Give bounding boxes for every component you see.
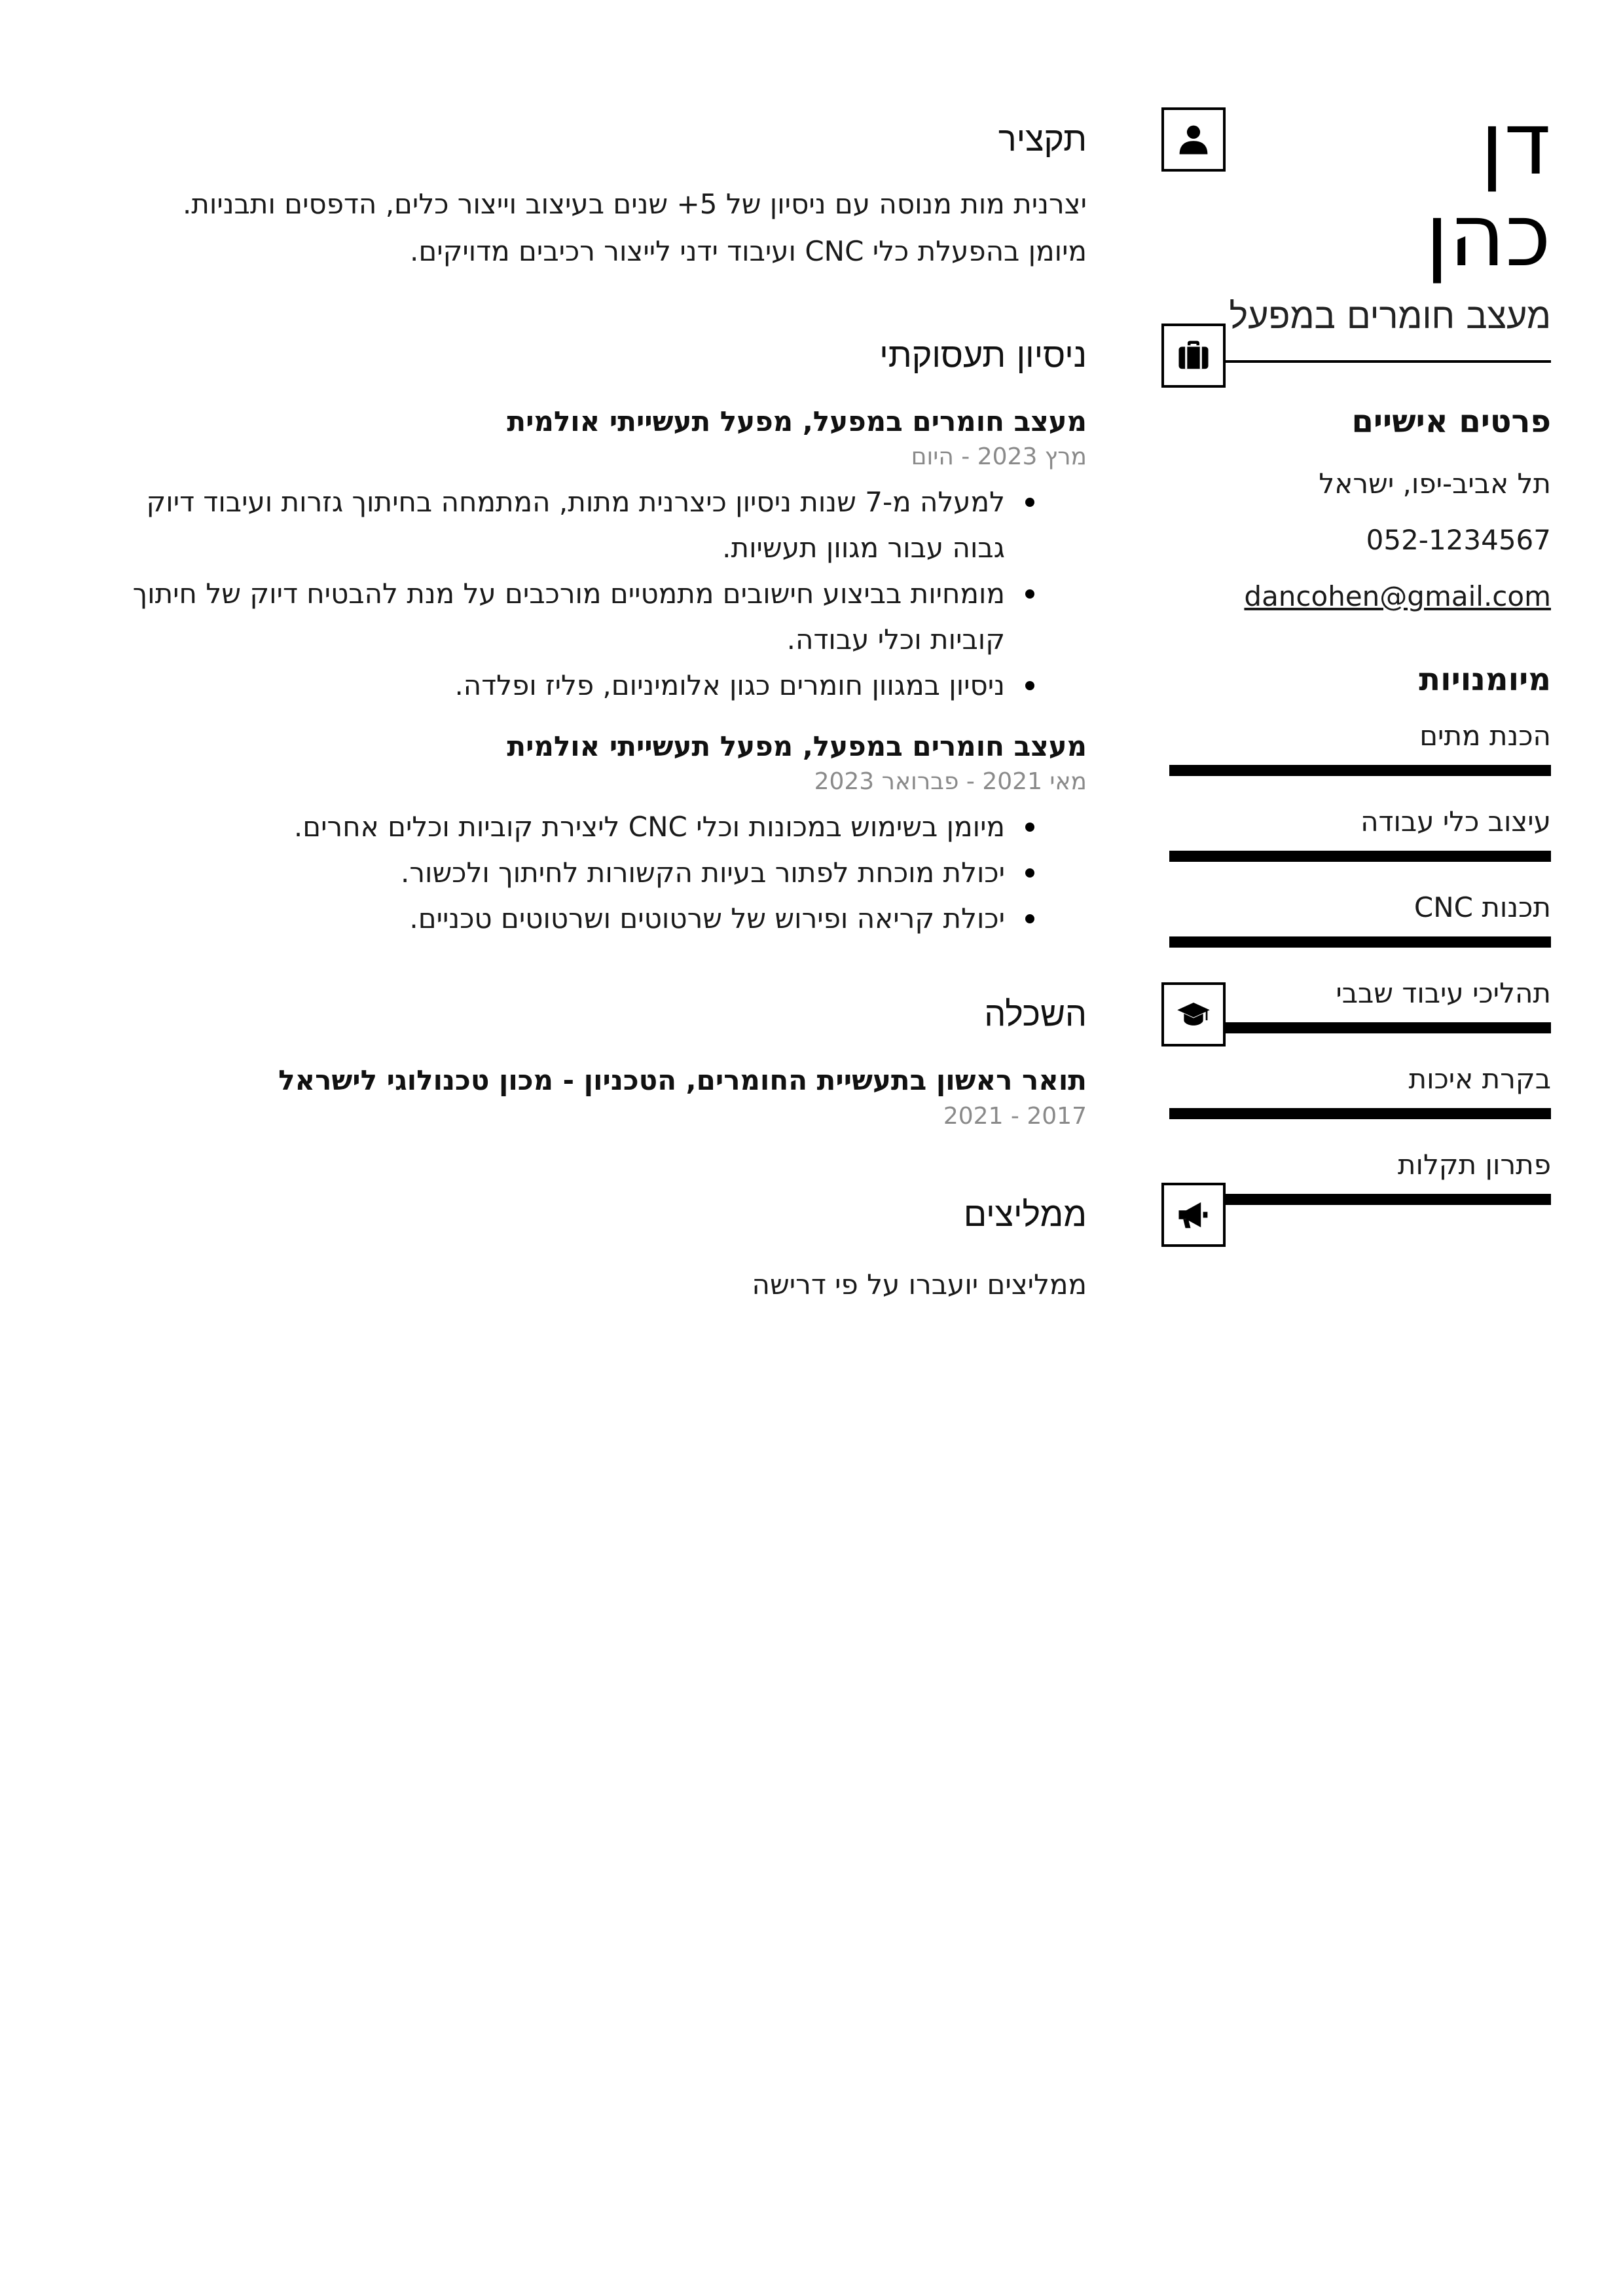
skill-label: הכנת מתים xyxy=(1419,720,1551,752)
job-bullets xyxy=(131,479,1087,709)
skill-item xyxy=(1169,1141,1551,1205)
skill-label: תהליכי עיבוד שבבי xyxy=(1336,977,1551,1009)
skill-item xyxy=(1169,970,1551,1033)
megaphone-icon xyxy=(1176,1197,1211,1232)
summary-section xyxy=(131,98,1087,275)
personal-details-list xyxy=(1169,456,1551,625)
education-degree: תואר ראשון בתעשיית החומרים, הטכניון - מכון טכנולוגי לישראל xyxy=(278,1064,1087,1096)
skill-level-bar xyxy=(1169,936,1551,948)
skill-item xyxy=(1169,884,1551,948)
location-text: תל אביב-יפו, ישראל xyxy=(1319,468,1551,500)
education-section xyxy=(131,973,1087,1133)
summary-text: יצרנית מות מנוסה עם ניסיון של 5+ שנים בעיצוב וייצור כלים, הדפסים ותבניות. מיומן בהפעלת כלי CNC ועיבוד ידני לייצור רכיבים מדויקים. xyxy=(182,188,1087,267)
job-bullets xyxy=(131,804,1087,942)
skill-item xyxy=(1169,713,1551,776)
sidebar xyxy=(1169,94,1551,1227)
phone-text: 052-1234567 xyxy=(1366,524,1551,556)
references-title: ממליצים xyxy=(963,1195,1087,1234)
skill-level-bar xyxy=(1169,1108,1551,1119)
candidate-name xyxy=(1169,94,1551,286)
job-bullet: מומחיות בביצוע חישובים מתמטיים מורכבים על מנת להבטיח דיוק של חיתוך קוביות וכלי עבודה. xyxy=(131,571,1087,663)
skill-label: עיצוב כלי עבודה xyxy=(1360,805,1551,838)
skill-item xyxy=(1169,798,1551,862)
job-entry xyxy=(131,727,1087,942)
candidate-last-name: כהן xyxy=(1425,185,1551,286)
skill-level-bar xyxy=(1169,1194,1551,1205)
education-dates: 2017 - 2021 xyxy=(943,1103,1087,1130)
candidate-first-name: דן xyxy=(1480,94,1551,194)
person-icon xyxy=(1176,122,1211,157)
job-role: מעצב חומרים במפעל, מפעל תעשייתי אולמית xyxy=(507,730,1087,762)
graduation-cap-icon xyxy=(1176,997,1211,1032)
skill-level-bar xyxy=(1169,851,1551,862)
references-text: ממליצים יועברו על פי דרישה xyxy=(752,1268,1087,1301)
skills-heading: מיומנויות xyxy=(1419,661,1551,698)
skills-list xyxy=(1169,713,1551,1205)
job-bullet: יכולת קריאה ופירוש של שרטוטים ושרטוטים טכניים. xyxy=(131,896,1087,942)
skill-label: בקרת איכות xyxy=(1408,1063,1551,1095)
candidate-job-title: מעצב חומרים במפעל xyxy=(1229,295,1551,337)
experience-title: ניסיון תעסוקתי xyxy=(879,336,1087,375)
job-entry xyxy=(131,402,1087,709)
job-dates: מאי 2021 - פברואר 2023 xyxy=(814,768,1087,795)
education-icon-box xyxy=(1161,982,1226,1046)
main-content xyxy=(131,98,1087,1308)
job-role: מעצב חומרים במפעל, מפעל תעשייתי אולמית xyxy=(507,405,1087,437)
summary-icon-box xyxy=(1161,107,1226,172)
briefcase-icon xyxy=(1176,338,1211,373)
skill-item xyxy=(1169,1056,1551,1119)
skill-level-bar xyxy=(1169,765,1551,776)
skill-level-bar xyxy=(1169,1022,1551,1033)
job-bullet: למעלה מ-7 שנות ניסיון כיצרנית מתות, המתמחה בחיתוך גזרות ועיבוד דיוק גבוה עבור מגוון תעשיות. xyxy=(131,479,1087,571)
job-dates: מרץ 2023 - היום xyxy=(911,443,1087,470)
skill-label: תכנות CNC xyxy=(1413,891,1551,923)
sidebar-divider xyxy=(1169,360,1551,363)
education-title: השכלה xyxy=(984,995,1087,1034)
job-bullet: ניסיון במגוון חומרים כגון אלומיניום, פליז ופלדה. xyxy=(131,663,1087,709)
summary-title: תקציר xyxy=(998,120,1087,159)
references-icon-box xyxy=(1161,1183,1226,1247)
experience-icon-box xyxy=(1161,324,1226,388)
skill-label: פתרון תקלות xyxy=(1397,1149,1551,1181)
references-section xyxy=(131,1174,1087,1308)
job-bullet: יכולת מוכחת לפתור בעיות הקשורות לחיתוך ולכשור. xyxy=(131,850,1087,896)
job-bullet: מיומן בשימוש במכונות וכלי CNC ליצירת קוביות וכלים אחרים. xyxy=(131,804,1087,850)
personal-details-heading: פרטים אישיים xyxy=(1351,403,1551,440)
experience-section xyxy=(131,314,1087,942)
email-link[interactable]: dancohen@gmail.com xyxy=(1244,580,1551,612)
